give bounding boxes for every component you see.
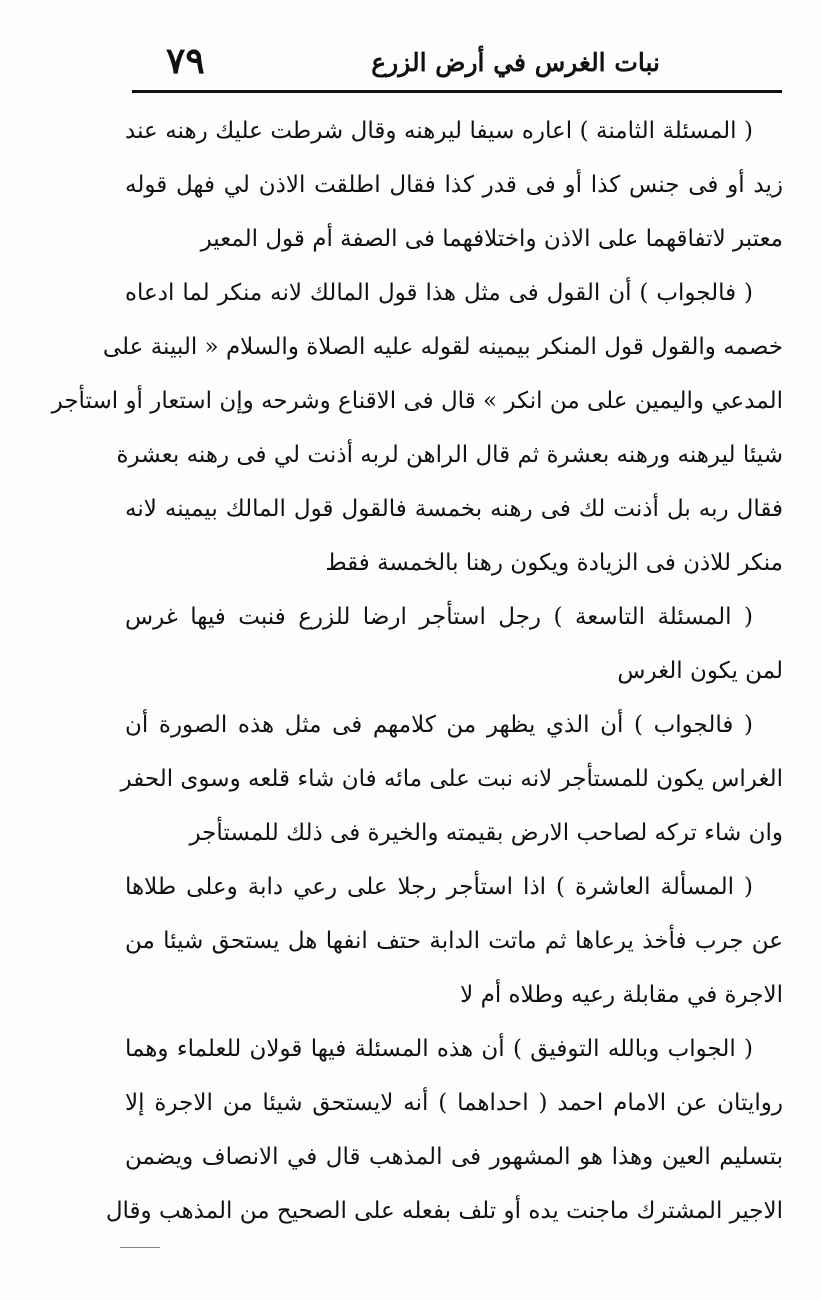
text-line: ( المسألة العاشرة ) اذا استأجر رجلا على رعي دابة وعلى طلاها [125,874,753,900]
running-title: نبات الغرس في أرض الزرع [371,48,660,77]
text-line: الاجير المشترك ماجنت يده أو تلف بفعله على الصحيح من المذهب وقال [105,1198,783,1224]
text-line: الاجرة في مقابلة رعيه وطلاه أم لا [460,982,783,1008]
text-line: ( المسئلة الثامنة ) اعاره سيفا ليرهنه وقال شرطت عليك رهنه عند [125,118,753,144]
text-line: ( الجواب وبالله التوفيق ) أن هذه المسئلة فيها قولان للعلماء وهما [125,1036,753,1062]
footer-mark [120,1247,160,1248]
text-line: شيئا ليرهنه ورهنه بعشرة ثم قال الراهن لربه أذنت لي فى رهنه بعشرة [116,442,783,468]
text-line: روايتان عن الامام احمد ( احداهما ) أنه لايستحق شيئا من الاجرة إلا [125,1090,783,1116]
body-text [51,104,783,1274]
text-line: لمن يكون الغرس [617,658,783,684]
text-line: ( فالجواب ) أن القول فى مثل هذا قول المالك لانه منكر لما ادعاه [125,280,753,306]
text-line: زيد أو فى جنس كذا أو فى قدر كذا فقال اطلقت الاذن لي فهل قوله [125,172,783,198]
text-line: وان شاء تركه لصاحب الارض بقيمته والخيرة فى ذلك للمستأجر [189,820,783,846]
text-line: فقال ربه بل أذنت لك فى رهنه بخمسة فالقول قول المالك بيمينه لانه [125,496,783,522]
text-line: معتبر لاتفاقهما على الاذن واختلافهما فى الصفة أم قول المعير [200,226,783,252]
text-line: عن جرب فأخذ يرعاها ثم ماتت الدابة حتف انفها هل يستحق شيئا من [125,928,783,954]
text-line: الغراس يكون للمستأجر لانه نبت على مائه فان شاء قلعه وسوى الحفر [120,766,783,792]
text-line: منكر للاذن فى الزيادة ويكون رهنا بالخمسة فقط [325,550,783,576]
page-header [130,38,782,90]
text-line: بتسليم العين وهذا هو المشهور فى المذهب قال في الانصاف ويضمن [125,1144,783,1170]
text-line: خصمه والقول قول المنكر بيمينه لقوله عليه الصلاة والسلام « البينة على [102,334,783,360]
page-number: ٧٩ [166,40,205,82]
text-line: ( المسئلة التاسعة ) رجل استأجر ارضا للزرع فنبت فيها غرس [125,604,753,630]
text-line: المدعي واليمين على من انكر » قال فى الاقناع وشرحه وإن استعار أو استأجر [51,388,783,414]
text-line: ( فالجواب ) أن الذي يظهر من كلامهم فى مثل هذه الصورة أن [125,712,753,738]
header-rule [132,90,782,93]
